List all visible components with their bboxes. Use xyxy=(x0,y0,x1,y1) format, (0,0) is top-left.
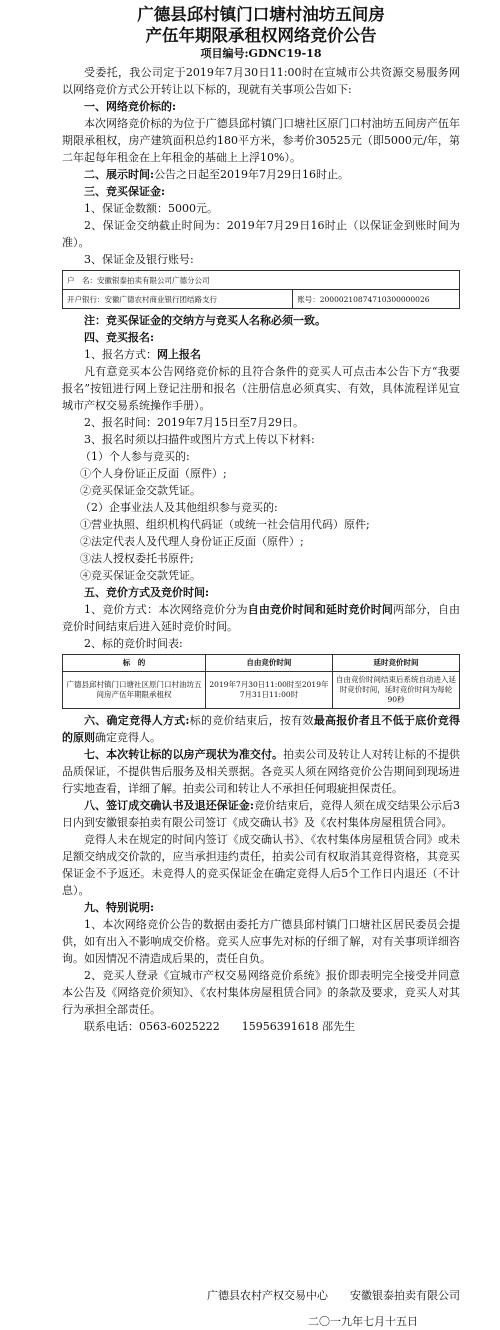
account-name-cell: 户 名：安徽银泰拍卖有限公司广德分公司 xyxy=(63,271,460,290)
section-4-heading: 四、竞买报名: xyxy=(84,331,155,344)
section-8-default: 竞得人未在规定的时间内签订《成交确认书》、《农村集体房屋租赁合同》或未足额交纳成交价款的，应当承担违约责任，拍卖公司有权取消其竞得资格，其竞买保证金不予返还。未竞得人的竞买保证金在确定竞得人后5个工作日内退还（不计息）。 xyxy=(62,833,460,897)
section-3-heading: 三、竞买保证金: xyxy=(84,185,166,198)
organization-material-4: ④竞买保证金交款凭证。 xyxy=(80,569,201,582)
organization-material-2: ②法定代表人及代理人身份证正反面（原件）; xyxy=(80,535,304,548)
section-2-body: 公告之日起至2019年7月29日16时止。 xyxy=(154,168,350,181)
bidding-method-bold: 自由竞价时间和延时竞价时间 xyxy=(247,603,394,616)
section-6-bold: 最高报价者且不低于底价竞得的原则 xyxy=(62,714,460,744)
bank-account-table xyxy=(62,270,460,309)
registration-time: 2、报名时间：2019年7月15日至7月29日。 xyxy=(84,416,304,429)
organization-material-3: ③法人授权委托书原件; xyxy=(80,552,194,565)
bidding-method xyxy=(62,601,460,635)
cell-extended-bidding: 自由竞价时间结束后系统自动进入延时竞价时间，延时竞价时间为每轮90秒 xyxy=(332,672,459,709)
registration-method-label: 1、报名方式： xyxy=(84,348,157,361)
title-line-2: 产伍年期限承租权网络竞价公告 xyxy=(145,26,377,45)
section-6-heading: 六、确定竞得人方式: xyxy=(84,714,190,727)
header-extended-bidding: 延时竞价时间 xyxy=(332,655,459,672)
section-7-heading: 七、本次转让标的以房产现状为准交付。 xyxy=(84,748,284,761)
organization-materials-title: （2）企事业法人及其他组织参与竞买的: xyxy=(80,501,278,514)
registration-instructions: 凡有意竞买本公告网络竞价标的且符合条件的竞买人可点击本公告下方“我要报名”按钮进行网上登记注册和报名（注册信息必须真实、有效，具体流程详见宣城市产权交易系统操作手册）。 xyxy=(62,365,460,412)
footer-organizations: 广德县农村产权交易中心 安徽银泰拍卖有限公司 xyxy=(207,1289,460,1302)
section-8 xyxy=(62,797,460,831)
bank-cell: 开户银行：安徽广德农村商业银行团结路支行 xyxy=(63,290,293,309)
section-1-heading: 一、网络竞价标的: xyxy=(84,100,177,113)
individual-material-2: ②竞买保证金交款凭证。 xyxy=(80,484,201,497)
special-note-2: 2、竞买人登录《宣城市产权交易网络竞价系统》报价即表明完全接受并同意本公告及《网络竞价须知》、《农村集体房屋租赁合同》的条款及要求，竞买人对其行为承担全部责任。 xyxy=(62,969,460,1016)
deposit-account-label: 3、保证金及银行账号: xyxy=(84,253,194,266)
section-6-text: 标的竞价结束后，按有效 xyxy=(189,714,314,727)
section-9-heading: 九、特别说明: xyxy=(84,901,155,914)
section-6-post: 确定竞得人。 xyxy=(95,731,161,744)
deposit-amount: 1、保证金数额：5000元。 xyxy=(84,202,218,215)
account-number-cell: 账号：20000210874710300000026 xyxy=(293,290,460,309)
individual-materials-title: （1）个人参与竞买的: xyxy=(80,450,190,463)
schedule-label: 2、标的竞价时间表: xyxy=(84,637,183,650)
section-1-body: 本次网络竞价标的为位于广德县邱村镇门口塘社区原门口村油坊五间房产伍年期限承租权，房产建筑面积总约180平方米，参考价30525元（即5000元/年，第二年起每年租金在上年租金的基础上上浮10%）。 xyxy=(62,117,460,164)
section-7 xyxy=(62,746,460,797)
section-5-heading: 五、竞价方式及竞价时间: xyxy=(84,586,210,599)
registration-method-value: 网上报名 xyxy=(157,348,201,361)
section-8-heading: 八、签订成交确认书及退还保证金: xyxy=(84,799,254,812)
bidding-schedule-table xyxy=(62,654,460,709)
section-8-text: 竞价结束后，竞得人须在成交结果公示后3日内到安徽银泰拍卖有限公司签订《成交确认书》及《农村集体房屋租赁合同》。 xyxy=(62,799,461,829)
intro-paragraph: 受委托，我公司定于2019年7月30日11:00时在宣城市公共资源交易服务网以网络竞价方式公开转让以下标的，现就有关事项公告如下: xyxy=(62,66,460,96)
section-6 xyxy=(62,712,460,746)
cell-free-bidding: 2019年7月30日11:00时至2019年7月31日11:00时 xyxy=(205,672,332,709)
table-row xyxy=(63,672,460,709)
individual-material-1: ①个人身份证正反面（原件）; xyxy=(80,467,227,480)
section-7-text: 拍卖公司及转让人对转让标的不提供品质保证，不提供售后服务及相关票据。各竞买人须在网络竞价公告期间到现场进行实地查看，详细了解。拍卖公司和转让人不承担任何瑕疵担保责任。 xyxy=(62,748,461,795)
project-number: 项目编号:GDNC19-18 xyxy=(200,47,322,60)
cell-lot: 广德县邱村镇门口塘社区原门口村油坊五间房产伍年期限承租权 xyxy=(63,672,206,709)
registration-method xyxy=(62,346,460,363)
header-lot: 标 的 xyxy=(63,655,206,672)
registration-materials: 3、报名时须以扫描件或图片方式上传以下材料: xyxy=(84,433,315,446)
section-2-heading: 二、展示时间: xyxy=(84,168,155,181)
section-2 xyxy=(62,166,460,183)
deposit-deadline: 2、保证金交纳截止时间为：2019年7月29日16时止（以保证金到账时间为准）。 xyxy=(62,219,460,249)
deposit-note: 注：竞买保证金的交纳方与竞买人名称必须一致。 xyxy=(84,314,326,327)
special-note-1: 1、本次网络竞价公告的数据由委托方广德县邱村镇门口塘社区居民委员会提供，如有出入不影响成交价格。竞买人应事先对标的仔细了解，对有关事项详细咨询。如因情况不清造成后果的，责任自负。 xyxy=(62,918,460,965)
header-free-bidding: 自由竞价时间 xyxy=(205,655,332,672)
footer-date: 二〇一九年七月十五日 xyxy=(308,1315,418,1328)
bidding-method-post: 两部分，自由竞价时间结束后进入延时竞价时间。 xyxy=(62,603,461,633)
organization-material-1: ①营业执照、组织机构代码证（或统一社会信用代码）原件; xyxy=(80,518,370,531)
contact-phone: 联系电话：0563-6025222 15956391618 邵先生 xyxy=(84,1020,356,1033)
bidding-method-pre: 1、竞价方式：本次网络竞价分为 xyxy=(84,603,248,616)
title-line-1: 广德县邱村镇门口塘村油坊五间房 xyxy=(137,5,385,24)
